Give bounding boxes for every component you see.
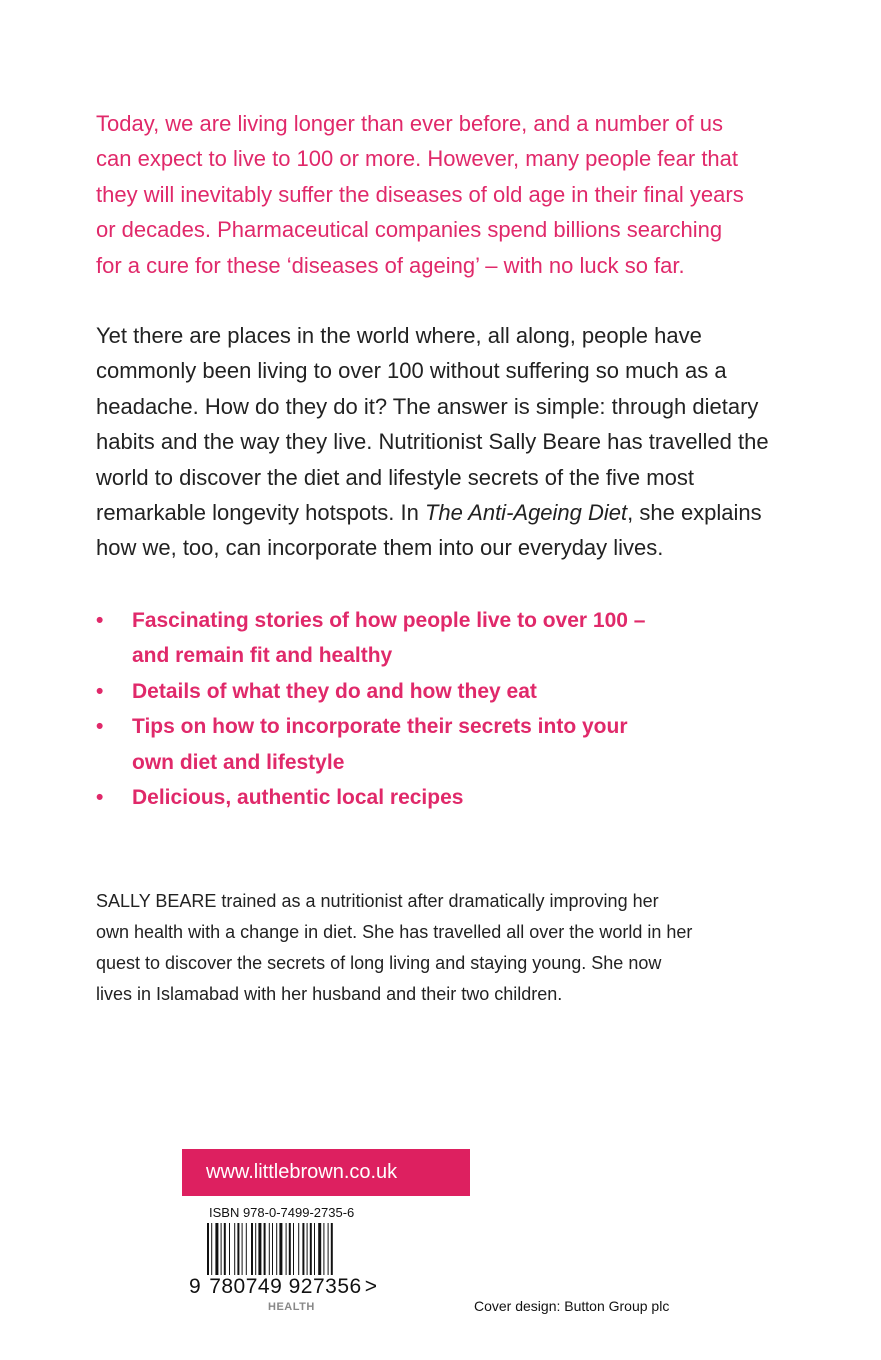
description-line: headache. How do they do it? The answer is simple: through dietary (96, 393, 759, 419)
barcode-bar (323, 1223, 324, 1275)
barcode-bar (224, 1223, 226, 1275)
bullet-icon: • (96, 679, 104, 703)
barcode-bar (221, 1223, 222, 1275)
intro-line: or decades. Pharmaceutical companies spend billions searching (96, 217, 723, 243)
barcode-bar (242, 1223, 243, 1275)
barcode-bar (293, 1223, 294, 1275)
barcode-bar (234, 1223, 235, 1275)
barcode-bar (302, 1223, 304, 1275)
bio-line: SALLY BEARE trained as a nutritionist after dramatically improving her (96, 891, 659, 911)
barcode-number: 780749 927356 (209, 1275, 362, 1298)
bio-line: lives in Islamabad with her husband and their two children. (96, 984, 563, 1004)
barcode-bar (289, 1223, 291, 1275)
barcode-bar (328, 1223, 329, 1283)
intro-line: Today, we are living longer than ever before, and a number of us (96, 111, 723, 136)
feature-item (96, 674, 796, 709)
barcode-bar (229, 1223, 230, 1275)
feature-line: Tips on how to incorporate their secrets into your (132, 715, 628, 739)
description-line: commonly been living to over 100 without suffering so much as a (96, 358, 727, 384)
bullet-icon: • (96, 786, 104, 810)
feature-line: and remain fit and healthy (132, 644, 393, 668)
publisher-url[interactable]: www.littlebrown.co.uk (182, 1149, 470, 1196)
barcode-bar (255, 1223, 256, 1275)
barcode-bar (246, 1223, 247, 1275)
author-bio (96, 886, 796, 1010)
bio-line: quest to discover the secrets of long living and staying young. She now (96, 953, 662, 973)
barcode-bar (314, 1223, 315, 1275)
barcode-bar (279, 1223, 282, 1275)
feature-line: Details of what they do and how they eat (132, 679, 537, 703)
barcode-bar (211, 1223, 212, 1283)
description-text: remarkable longevity hotspots. In (96, 500, 425, 526)
description-line: world to discover the diet and lifestyle secrets of the five most (96, 464, 694, 490)
feature-item (96, 603, 796, 674)
barcode-bar (264, 1223, 266, 1275)
barcode-bar (207, 1223, 209, 1283)
bio-line: own health with a change in diet. She has travelled all over the world in her (96, 922, 693, 942)
description-paragraph (96, 318, 816, 566)
description-line: how we, too, can incorporate them into our everyday lives. (96, 535, 664, 561)
feature-line: Fascinating stories of how people live to over 100 – (132, 609, 646, 632)
barcode-bar (258, 1223, 261, 1275)
feature-item (96, 709, 796, 780)
barcode-bar (331, 1223, 333, 1283)
barcode-bar (307, 1223, 308, 1275)
intro-line: for a cure for these ‘diseases of ageing’ – with no luck so far. (96, 252, 685, 278)
category-label: HEALTH (268, 1301, 315, 1313)
intro-line: can expect to live to 100 or more. However, many people fear that (96, 146, 739, 172)
bullet-icon: • (96, 609, 104, 632)
intro-line: they will inevitably suffer the diseases of old age in their final years (96, 181, 744, 207)
barcode-bar (318, 1223, 321, 1275)
feature-line: Delicious, authentic local recipes (132, 786, 464, 810)
description-line: habits and the way they live. Nutritionist Sally Beare has travelled the (96, 429, 769, 455)
barcode-bar (251, 1223, 253, 1275)
bullet-icon: • (96, 715, 104, 739)
barcode-bar (272, 1223, 273, 1283)
barcode-bar (215, 1223, 218, 1275)
barcode-bar (310, 1223, 312, 1275)
barcode-chevron: > (364, 1275, 378, 1298)
barcode-bar (276, 1223, 277, 1283)
feature-line: own diet and lifestyle (132, 750, 345, 774)
feature-list (96, 603, 796, 815)
description-text: , she explains (627, 500, 762, 526)
cover-credit: Cover design: Button Group plc (474, 1298, 670, 1314)
intro-paragraph (96, 106, 816, 283)
barcode-first-digit: 9 (189, 1275, 202, 1298)
barcode-digits (189, 1275, 377, 1299)
description-line (96, 495, 816, 530)
isbn-label: ISBN 978-0-7499-2735-6 (209, 1205, 355, 1220)
feature-item (96, 780, 796, 815)
barcode-bar (286, 1223, 287, 1275)
description-line: Yet there are places in the world where, all along, people have (96, 323, 702, 348)
barcode-bar (237, 1223, 239, 1275)
barcode-bar (269, 1223, 270, 1275)
barcode-bar (298, 1223, 299, 1275)
barcode (205, 1223, 385, 1283)
book-title: The Anti-Ageing Diet (424, 500, 628, 526)
